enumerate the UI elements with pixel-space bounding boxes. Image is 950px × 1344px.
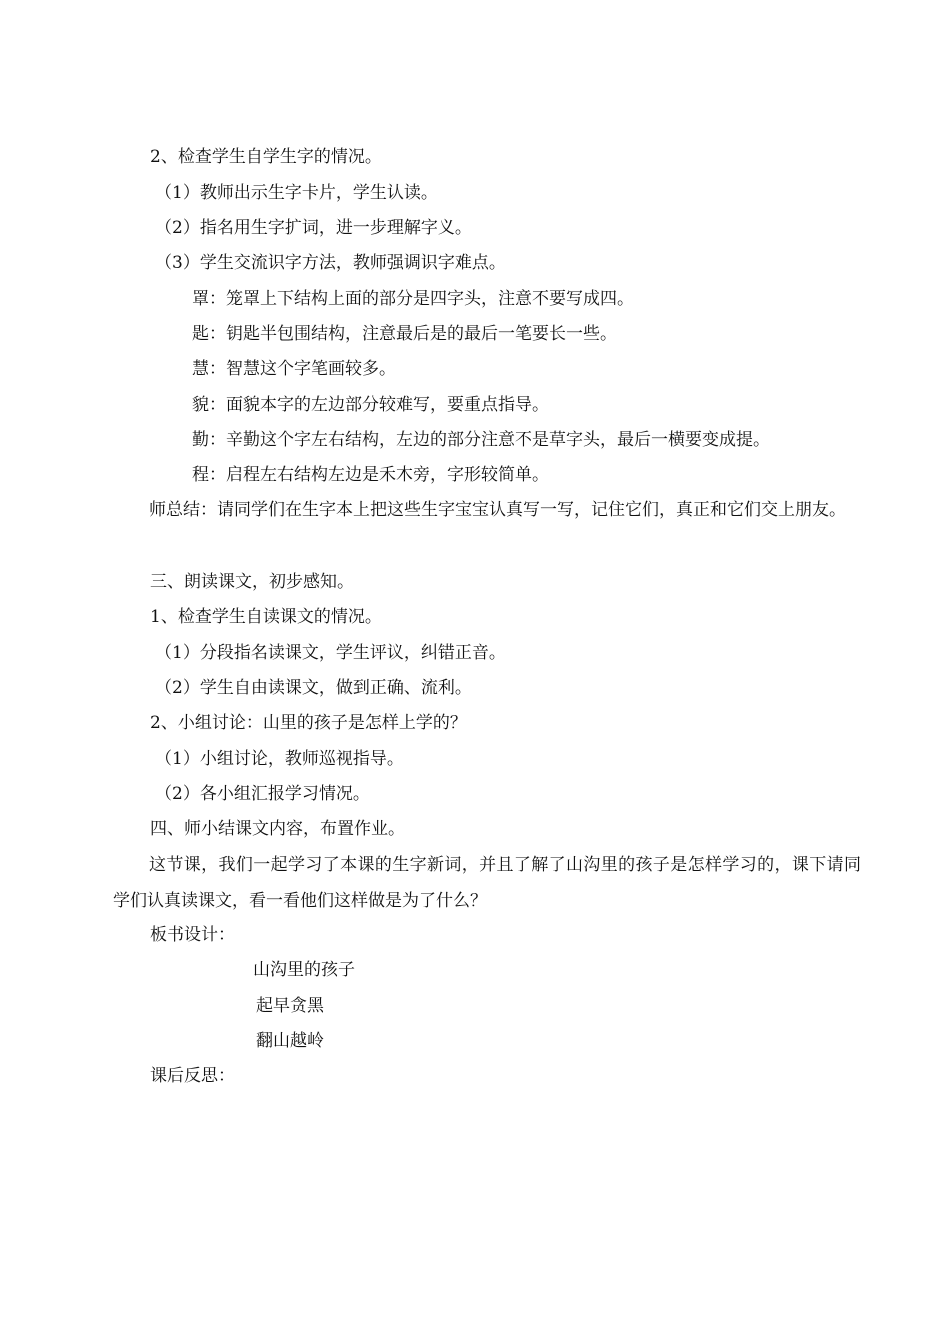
substep-word-expansion: （2）指名用生字扩词，进一步理解字义。 (155, 218, 472, 238)
board-design-label: 板书设计： (150, 925, 235, 945)
section-three-heading: 三、朗读课文，初步感知。 (150, 572, 354, 592)
substep-free-reading: （2）学生自由读课文，做到正确、流利。 (155, 678, 472, 698)
char-note-chi: 匙：钥匙半包围结构，注意最后是的最后一笔要长一些。 (192, 324, 617, 344)
board-line-early: 起早贪黑 (256, 996, 324, 1016)
teacher-summary-paragraph: 师总结：请同学们在生字本上把这些生字宝宝认真写一写，记住它们，真正和它们交上朋友。 (149, 500, 846, 520)
char-note-hui: 慧：智慧这个字笔画较多。 (192, 359, 396, 379)
step-group-discussion: 2、小组讨论：山里的孩子是怎样上学的？ (150, 713, 467, 733)
section-four-heading: 四、师小结课文内容，布置作业。 (150, 819, 405, 839)
char-note-mao: 貌：面貌本字的左边部分较难写，要重点指导。 (192, 395, 549, 415)
char-note-zhao: 罩：笼罩上下结构上面的部分是四字头，注意不要写成四。 (192, 289, 634, 309)
step-check-self-study: 2、检查学生自学生字的情况。 (150, 147, 382, 167)
board-line-mountains: 翻山越岭 (256, 1031, 324, 1051)
reflection-label: 课后反思： (150, 1066, 235, 1086)
substep-segment-reading: （1）分段指名读课文，学生评议，纠错正音。 (155, 643, 506, 663)
substep-group-discuss: （1）小组讨论，教师巡视指导。 (155, 749, 404, 769)
substep-exchange-methods: （3）学生交流识字方法，教师强调识字难点。 (155, 253, 506, 273)
char-note-cheng: 程：启程左右结构左边是禾木旁，字形较简单。 (192, 465, 549, 485)
substep-group-report: （2）各小组汇报学习情况。 (155, 784, 370, 804)
board-title: 山沟里的孩子 (253, 960, 355, 980)
substep-show-cards: （1）教师出示生字卡片，学生认读。 (155, 183, 438, 203)
char-note-qin: 勤：辛勤这个字左右结构，左边的部分注意不是草字头，最后一横要变成提。 (192, 430, 770, 450)
step-check-reading: 1、检查学生自读课文的情况。 (150, 607, 382, 627)
lesson-summary-paragraph: 这节课，我们一起学习了本课的生字新词，并且了解了山沟里的孩子是怎样学习的，课下请同学们认真读课文，看一看他们这样做是为了什么？ (113, 855, 861, 911)
